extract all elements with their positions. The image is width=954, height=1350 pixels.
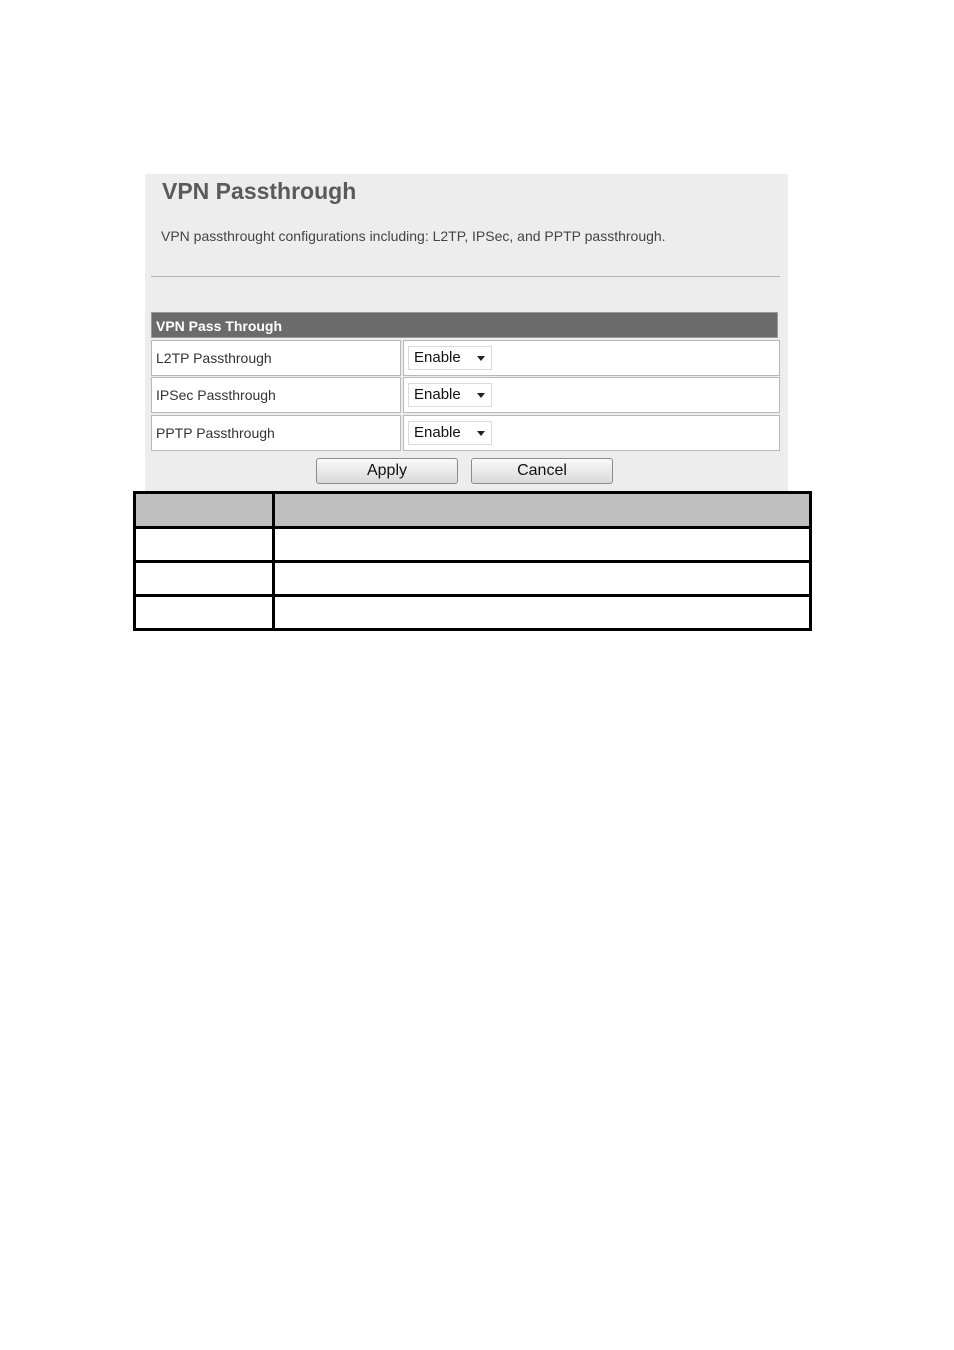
l2tp-passthrough-select[interactable]: [408, 346, 492, 370]
table-cell: [274, 562, 811, 596]
vpn-passthrough-panel: [145, 174, 788, 491]
table-row: [135, 528, 811, 562]
chevron-down-icon: [477, 431, 485, 436]
cancel-button[interactable]: Cancel: [471, 458, 613, 484]
table-header-row: [135, 493, 811, 528]
ipsec-passthrough-row: [151, 377, 780, 413]
table-header-cell: [274, 493, 811, 528]
table-cell: [274, 528, 811, 562]
page-title: VPN Passthrough: [162, 178, 357, 204]
pptp-passthrough-select[interactable]: [408, 421, 492, 445]
table-cell: [135, 528, 274, 562]
chevron-down-icon: [477, 356, 485, 361]
ipsec-passthrough-selected-value: Enable: [414, 386, 461, 403]
table-cell: [135, 562, 274, 596]
pptp-passthrough-cell: [403, 415, 780, 451]
pptp-passthrough-selected-value: Enable: [414, 424, 461, 441]
l2tp-passthrough-selected-value: Enable: [414, 349, 461, 366]
divider: [151, 276, 780, 277]
page-description: VPN passthrought configurations including: L2TP, IPSec, and PPTP passthrough.: [161, 228, 666, 244]
ipsec-passthrough-cell: [403, 377, 780, 413]
ipsec-passthrough-label: IPSec Passthrough: [151, 377, 401, 413]
pptp-passthrough-label: PPTP Passthrough: [151, 415, 401, 451]
table-row: [135, 562, 811, 596]
ipsec-passthrough-select[interactable]: [408, 383, 492, 407]
table-header-cell: [135, 493, 274, 528]
l2tp-passthrough-row: [151, 340, 780, 376]
chevron-down-icon: [477, 393, 485, 398]
table-cell: [274, 595, 811, 629]
section-header: VPN Pass Through: [151, 312, 778, 338]
l2tp-passthrough-label: L2TP Passthrough: [151, 340, 401, 376]
table-cell: [135, 595, 274, 629]
pptp-passthrough-row: [151, 415, 780, 451]
l2tp-passthrough-cell: [403, 340, 780, 376]
apply-button[interactable]: Apply: [316, 458, 458, 484]
table-row: [135, 595, 811, 629]
description-table: [133, 491, 812, 631]
